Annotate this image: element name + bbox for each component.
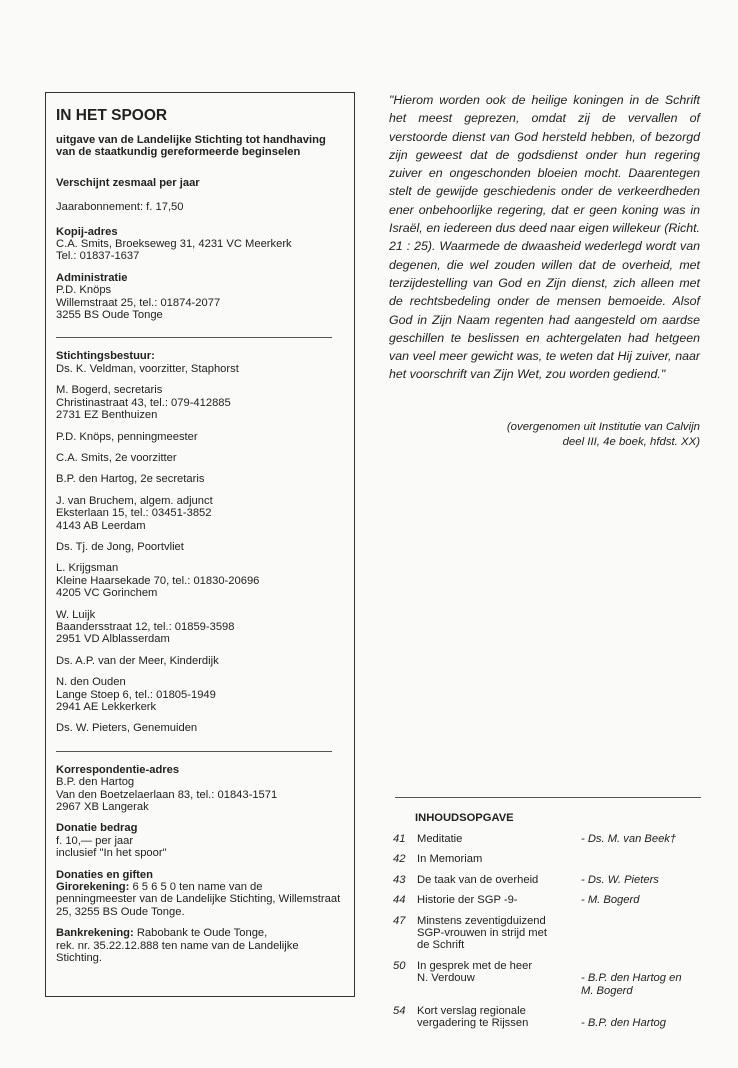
toc-item[interactable] [393, 894, 703, 906]
toc-item[interactable] [393, 833, 703, 845]
toc-item-title: Meditatie [417, 833, 463, 845]
toc-author [581, 915, 703, 952]
board-member: W. Luijk Baandersstraat 12, tel.: 01859-3598 2951 VD Alblasserdam [56, 608, 235, 646]
giro-details: 6 5 6 5 0 ten name van de penningmeester van de Landelijke Stichting, Willemstraat 25, 3255 BS Oude Tonge. [56, 881, 341, 918]
toc-page: 54 [393, 1005, 406, 1018]
board-member: L. Krijgsman Kleine Haarsekade 70, tel.: 01830-20696 4205 VC Gorinchem [56, 562, 260, 600]
toc-author [581, 853, 703, 865]
kopij-label: Kopij-adres [56, 225, 118, 238]
toc-divider [395, 797, 701, 798]
donation-amount: f. 10,— per jaar inclusief "In het spoor" [56, 834, 167, 860]
toc-page: 44 [393, 894, 406, 907]
donation-label: Donatie bedrag [56, 822, 138, 835]
toc-item[interactable] [393, 915, 703, 952]
publisher-subtitle: uitgave van de Landelijke Stichting tot handhaving van de staatkundig gereformeerde beginselen [56, 134, 326, 159]
correspondence-label: Korrespondentie-adres [56, 763, 180, 776]
board-member: J. van Bruchem, algem. adjunct Eksterlaan 15, tel.: 03451-3852 4143 AB Leerdam [56, 494, 213, 532]
quote-source: (overgenomen uit Institutie van Calvijn deel III, 4e boek, hfdst. XX) [506, 421, 700, 448]
divider [56, 337, 332, 338]
toc-page: 43 [393, 873, 406, 886]
board-member: B.P. den Hartog, 2e secretaris [56, 473, 205, 486]
admin-label: Administratie [56, 271, 128, 284]
board-member: Ds. K. Veldman, voorzitter, Staphorst [56, 362, 239, 375]
toc-item-title: De taak van de overheid [417, 873, 539, 886]
board-member: Ds. A.P. van der Meer, Kinderdijk [56, 654, 219, 667]
toc-item-title: In Memoriam [417, 853, 483, 866]
admin-address: P.D. Knöps Willemstraat 25, tel.: 01874-2077 3255 BS Oude Tonge [56, 284, 221, 322]
toc-page: 47 [393, 914, 406, 927]
giro-label: Girorekening: [56, 881, 130, 894]
board-member: N. den Ouden Lange Stoep 6, tel.: 01805-1949 2941 AE Lekkerkerk [56, 676, 216, 713]
subscription: Jaarabonnement: f. 17,50 [56, 201, 184, 214]
bank-label: Bankrekening: [56, 927, 134, 940]
toc-item-title: Minstens zeventigduizend SGP-vrouwen in strijd met de Schrift [417, 914, 547, 952]
toc-item[interactable] [393, 874, 703, 886]
toc-item-title: Kort verslag regionale vergadering te Rijssen [417, 1005, 529, 1030]
colophon-box [45, 92, 355, 997]
toc-item-title: Historie der SGP -9- [417, 894, 518, 907]
toc-item[interactable] [393, 1005, 703, 1030]
toc-author: - M. Bogerd [581, 894, 640, 907]
board-label: Stichtingsbestuur: [56, 350, 155, 363]
board-member: M. Bogerd, secretaris Christinastraat 43, tel.: 079-412885 2731 EZ Benthuizen [56, 384, 231, 422]
board-member: P.D. Knöps, penningmeester [56, 430, 198, 443]
correspondence-address: B.P. den Hartog Van den Boetzelaerlaan 83, tel.: 01843-1571 2967 XB Langerak [56, 776, 278, 814]
board-member: Ds. W. Pieters, Genemuiden [56, 722, 198, 735]
toc-page: 41 [393, 833, 406, 845]
frequency: Verschijnt zesmaal per jaar [56, 176, 200, 189]
toc-author: - Ds. W. Pieters [581, 873, 659, 886]
calvin-quote: "Hierom worden ook de heilige koningen in de Schrift het meest geprezen, omdat zij de vervallen of verstoorde dienst van God hersteld hebben, of bezorgd zijn geweest dat de godsdienst onder hun regering zuiver en ongeschonden bloeien mocht. Daarentegen stelt de gewijde geschiedenis onder de verkeerdheden ener onbehoorlijke regering, dat er geen koning was in Israël, en iedereen dus deed naar eigen willekeur (Richt. 21 : 25). Waarmede de dwaasheid wederlegd wordt van degenen, die wel zouden willen dat de overheid, met terzijdestelling van God en Zijn dienst, zich alleen met de rechtsbedeling onder de mensen bemoeide. Alsof God in Zijn Naam regenten had aangesteld om aardse geschillen te beslissen en achtergelaten had hetgeen van veel meer gewicht was, te weten dat Hij zuiver, naar het voorschrift van Zijn Wet, zou worden gediend." [389, 93, 700, 382]
toc-page: 42 [393, 853, 406, 866]
toc-item[interactable] [393, 960, 703, 997]
toc-title: INHOUDSOPGAVE [415, 812, 514, 824]
magazine-title: IN HET SPOOR [56, 107, 168, 124]
table-of-contents [393, 833, 703, 1038]
toc-item-title: In gesprek met de heer N. Verdouw [417, 959, 533, 985]
toc-author: - Ds. M. van Beek† [581, 833, 677, 845]
toc-page: 50 [393, 959, 406, 972]
board-list [56, 363, 344, 735]
divider [56, 751, 332, 752]
board-member: Ds. Tj. de Jong, Poortvliet [56, 540, 184, 553]
gifts-label: Donaties en giften [56, 868, 153, 881]
board-member: C.A. Smits, 2e voorzitter [56, 451, 177, 464]
toc-item[interactable] [393, 853, 703, 865]
bank-details: Rabobank te Oude Tonge, rek. nr. 35.22.12.888 ten name van de Landelijke Stichting. [56, 927, 299, 965]
kopij-address: C.A. Smits, Broekseweg 31, 4231 VC Meerkerk Tel.: 01837-1637 [56, 238, 292, 263]
toc-author: - B.P. den Hartog en M. Bogerd [581, 972, 682, 997]
toc-author: - B.P. den Hartog [581, 1017, 666, 1030]
